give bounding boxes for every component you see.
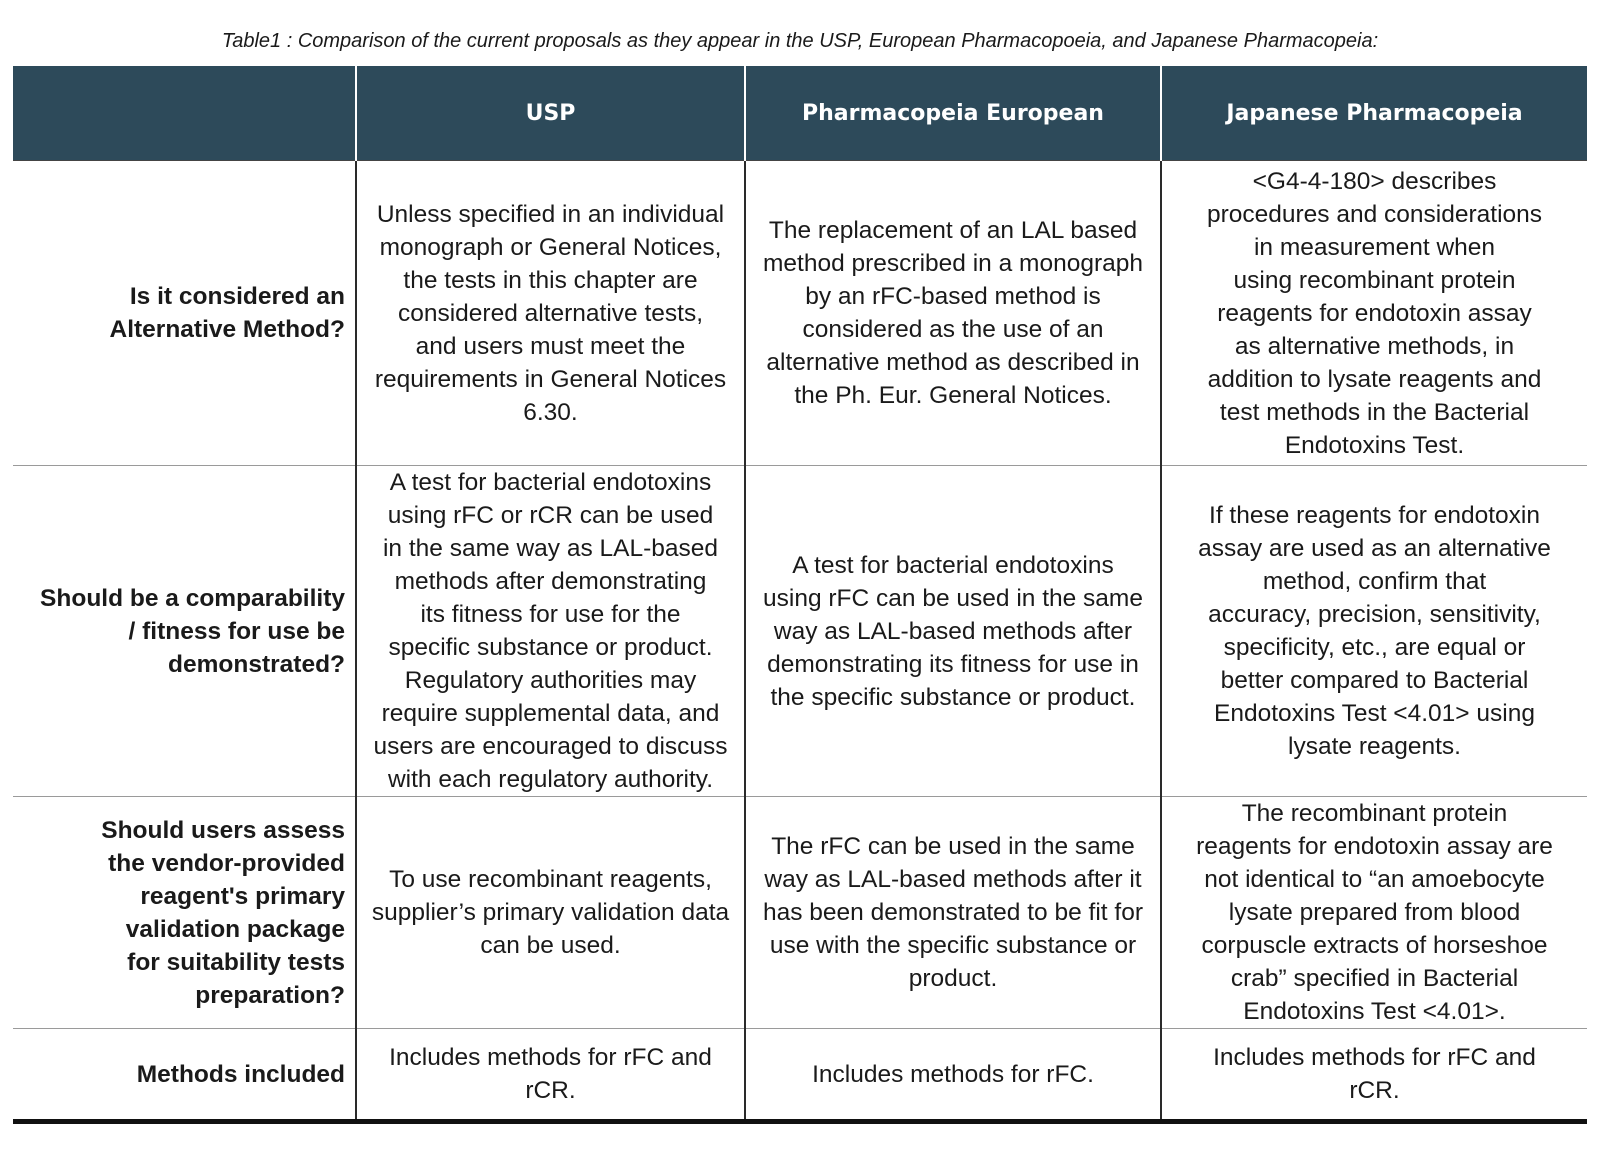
row-label: Methods included (13, 1029, 356, 1122)
row-label: Should users assess the vendor-provided reagent's primary validation package for suitability tests preparation? (13, 797, 356, 1029)
header-european-pharmacopeia: Pharmacopeia European (745, 66, 1161, 161)
table-row (13, 161, 1587, 466)
row-label: Is it considered an Alternative Method? (13, 161, 356, 466)
ep-cell: Includes methods for rFC. (745, 1029, 1161, 1122)
header-usp: USP (356, 66, 745, 161)
table-row (13, 797, 1587, 1029)
jp-cell: <G4-4-180> describes procedures and considerations in measurement when using recombinant protein reagents for endotoxin assay as alternative methods, in addition to lysate reagents and test methods in the Bacterial Endotoxins Test. (1161, 161, 1587, 466)
jp-cell: If these reagents for endotoxin assay are used as an alternative method, confirm that accuracy, precision, sensitivity, specificity, etc., are equal or better compared to Bacterial Endotoxins Test <4.01> using lysate reagents. (1161, 466, 1587, 797)
usp-cell: To use recombinant reagents, supplier’s primary validation data can be used. (356, 797, 745, 1029)
table-row (13, 1029, 1587, 1122)
row-label: Should be a comparability / fitness for use be demonstrated? (13, 466, 356, 797)
header-row (13, 66, 1587, 161)
comparison-table (13, 66, 1587, 1124)
usp-cell: Unless specified in an individual monograph or General Notices, the tests in this chapter are considered alternative tests, and users must meet the requirements in General Notices 6.30. (356, 161, 745, 466)
header-japanese-pharmacopeia: Japanese Pharmacopeia (1161, 66, 1587, 161)
ep-cell: The replacement of an LAL based method prescribed in a monograph by an rFC-based method is considered as the use of an alternative method as described in the Ph. Eur. General Notices. (745, 161, 1161, 466)
header-empty-cell (13, 66, 356, 161)
jp-cell: Includes methods for rFC and rCR. (1161, 1029, 1587, 1122)
ep-cell: The rFC can be used in the same way as LAL-based methods after it has been demonstrated to be fit for use with the specific substance or product. (745, 797, 1161, 1029)
jp-cell: The recombinant protein reagents for endotoxin assay are not identical to “an amoebocyte lysate prepared from blood corpuscle extracts of horseshoe crab” specified in Bacterial Endotoxins Test <4.01>. (1161, 797, 1587, 1029)
ep-cell: A test for bacterial endotoxins using rFC can be used in the same way as LAL-based methods after demonstrating its fitness for use in the specific substance or product. (745, 466, 1161, 797)
table-row (13, 466, 1587, 797)
usp-cell: A test for bacterial endotoxins using rFC or rCR can be used in the same way as LAL-based methods after demonstrating its fitness for use for the specific substance or product. Regulatory authorities may require supplemental data, and users are encouraged to discuss with each regulatory authority. (356, 466, 745, 797)
table-caption: Table1 : Comparison of the current proposals as they appear in the USP, European Pharmacopoeia, and Japanese Pharmacopeia: (221, 30, 1379, 52)
usp-cell: Includes methods for rFC and rCR. (356, 1029, 745, 1122)
